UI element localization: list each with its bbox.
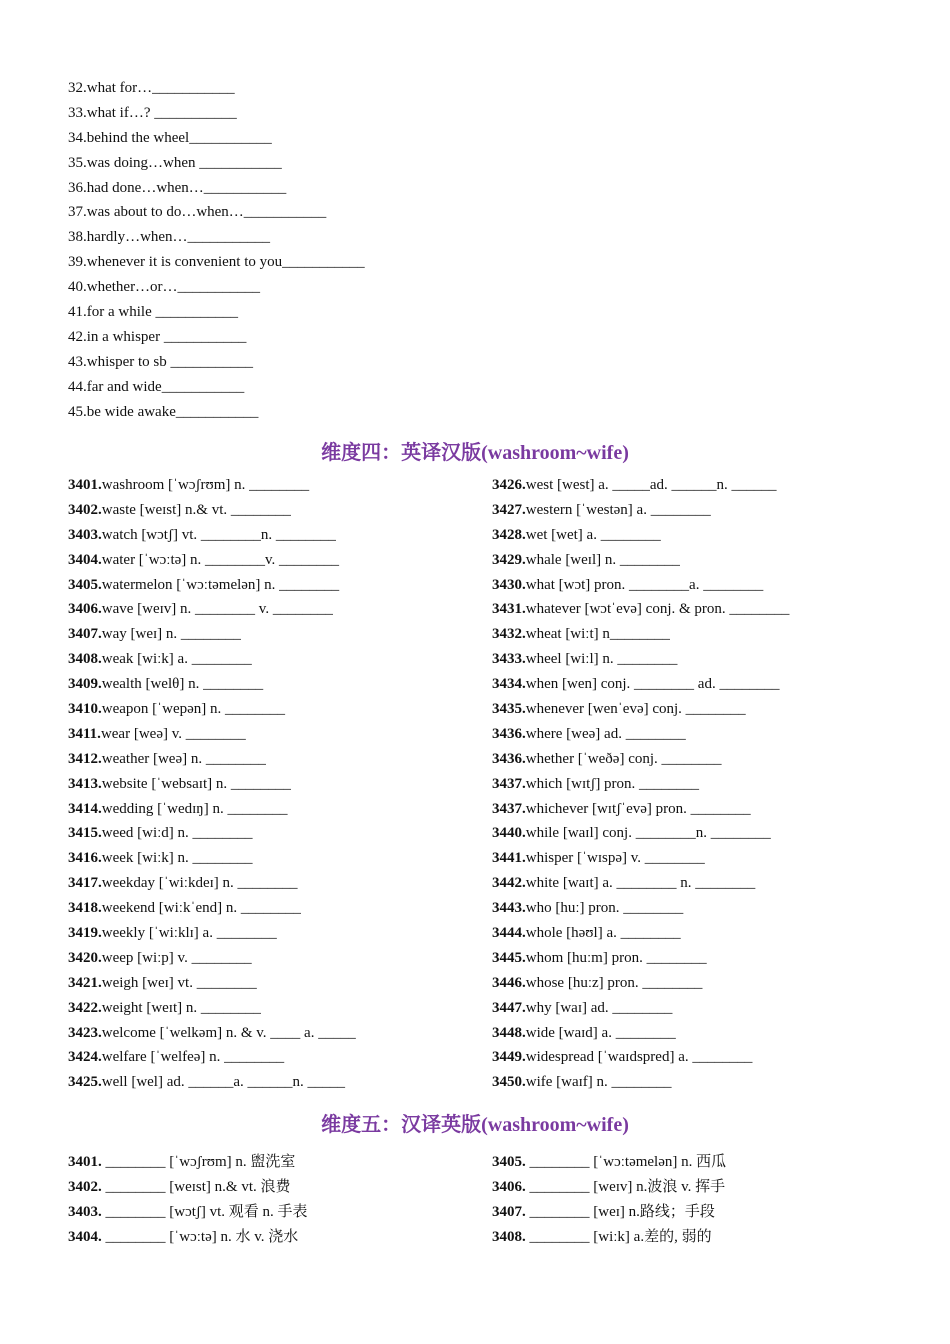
entry-text: watch [wɔtʃ] vt. ________n. ________ [101,526,336,543]
entry-text: wife [waɪf] n. ________ [525,1074,672,1091]
vocab-entry [68,772,356,797]
entry-text: weight [weɪt] n. ________ [101,999,261,1016]
vocab-entry [492,647,789,672]
entry-number: 3406. [492,1178,526,1195]
entry-number: 3420. [68,949,102,966]
entry-text: wheel [wiːl] n. ________ [525,651,678,668]
entry-text: ________ [ˈwɔːtə] n. 水 v. 浇水 [101,1228,299,1245]
entry-number: 3409. [68,676,102,693]
entry-number: 3408. [68,651,102,668]
entry-text: weigh [weɪ] vt. ________ [101,974,257,991]
entry-number: 3428. [492,526,526,543]
entry-text: way [weɪ] n. ________ [101,626,241,643]
entry-number: 3417. [68,875,102,892]
entry-text: when [wen] conj. ________ ad. ________ [525,676,780,693]
entry-text: whether [ˈweðə] conj. ________ [525,750,722,767]
entry-text: wealth [welθ] n. ________ [101,676,264,693]
vocab-entry [68,647,356,672]
entry-number: 3422. [68,999,102,1016]
vocab-entry [492,573,789,598]
vocab-entry [492,821,789,846]
entry-number: 3403. [68,526,102,543]
entry-text: western [ˈwestən] a. ________ [525,501,711,518]
entry-number: 3448. [492,1024,526,1041]
entry-text: widespread [ˈwaɪdspred] a. ________ [525,1049,753,1066]
vocab-entry [492,1021,789,1046]
vocab-entry [68,946,356,971]
vocab-entry [492,971,789,996]
phrase-item: 33.what if…? ___________ [68,104,237,121]
vocab-entry [492,697,789,722]
vocab-entry [492,772,789,797]
entry-number: 3431. [492,601,526,618]
phrase-list [68,76,365,424]
section5-right-column [492,1150,726,1250]
entry-text: whole [həʊl] a. ________ [525,925,681,942]
entry-number: 3446. [492,974,526,991]
vocab-entry [492,921,789,946]
entry-text: who [huː] pron. ________ [525,900,684,917]
entry-text: ________ [weɪ] n.路线；手段 [525,1203,715,1220]
vocab-entry [492,1225,726,1250]
vocab-entry [68,896,356,921]
entry-number: 3447. [492,999,526,1016]
vocab-entry [492,523,789,548]
entry-text: weak [wiːk] a. ________ [101,651,252,668]
entry-number: 3427. [492,501,526,518]
entry-text: weekend [wiːkˈend] n. ________ [101,900,301,917]
entry-text: washroom [ˈwɔʃrʊm] n. ________ [101,477,310,493]
entry-number: 3414. [68,800,102,817]
phrase-item: 45.be wide awake___________ [68,403,259,420]
vocab-entry [492,1150,726,1175]
entry-text: whatever [wɔtˈevə] conj. & pron. ________ [525,601,790,618]
entry-number: 3401. [68,477,102,493]
vocab-entry [492,622,789,647]
entry-text: welcome [ˈwelkəm] n. & v. ____ a. _____ [101,1024,356,1041]
vocab-entry [68,846,356,871]
entry-number: 3437. [492,775,526,792]
entry-number: 3408. [492,1228,526,1245]
entry-text: ________ [wɔtʃ] vt. 观看 n. 手表 [101,1203,308,1220]
phrase-item: 34.behind the wheel___________ [68,129,272,146]
entry-text: water [ˈwɔːtə] n. ________v. ________ [101,551,340,568]
phrase-item: 39.whenever it is convenient to you___________ [68,254,365,271]
vocab-entry [492,498,789,523]
entry-text: ________ [weɪv] n.波浪 v. 挥手 [525,1178,726,1195]
entry-text: ________ [weɪst] n.& vt. 浪费 [101,1178,291,1195]
entry-text: whose [huːz] pron. ________ [525,974,703,991]
entry-number: 3403. [68,1203,102,1220]
vocab-entry [68,1200,308,1225]
phrase-item: 42.in a whisper ___________ [68,328,247,345]
entry-text: while [waɪl] conj. ________n. ________ [525,825,771,842]
vocab-entry [492,548,789,573]
entry-text: waste [weɪst] n.& vt. ________ [101,501,291,518]
vocab-entry [68,797,356,822]
vocab-entry [68,523,356,548]
vocab-entry [68,672,356,697]
phrase-item: 41.for a while ___________ [68,304,238,321]
phrase-item: 35.was doing…when ___________ [68,154,282,171]
vocab-entry [492,797,789,822]
entry-text: well [wel] ad. ______a. ______n. _____ [101,1074,346,1091]
entry-number: 3424. [68,1049,102,1066]
entry-text: wide [waɪd] a. ________ [525,1024,676,1041]
entry-number: 3405. [68,576,102,593]
entry-text: west [west] a. _____ad. ______n. ______ [525,477,777,493]
vocab-entry [68,1175,308,1200]
vocab-entry [492,1200,726,1225]
section4-title: 维度四：英译汉版(washroom~wife) [321,442,629,464]
vocab-entry [68,1070,356,1095]
entry-number: 3432. [492,626,526,643]
phrase-item: 44.far and wide___________ [68,378,245,395]
phrase-item: 40.whether…or…___________ [68,279,261,296]
vocab-entry [68,821,356,846]
vocab-entry [68,498,356,523]
vocab-entry [492,597,789,622]
entry-text: weekday [ˈwiːkdeɪ] n. ________ [101,875,298,892]
entry-number: 3449. [492,1049,526,1066]
entry-text: whom [huːm] pron. ________ [525,949,707,966]
entry-text: whale [weɪl] n. ________ [525,551,680,568]
entry-number: 3443. [492,900,526,917]
entry-text: whenever [wenˈevə] conj. ________ [525,701,746,718]
vocab-entry [68,921,356,946]
vocab-entry [68,1021,356,1046]
entry-text: welfare [ˈwelfeə] n. ________ [101,1049,285,1066]
entry-text: weep [wiːp] v. ________ [101,949,252,966]
entry-number: 3423. [68,1024,102,1041]
vocab-entry [68,747,356,772]
entry-number: 3415. [68,825,102,842]
entry-text: website [ˈwebsaɪt] n. ________ [101,775,291,792]
vocab-entry [492,747,789,772]
phrase-item: 38.hardly…when…___________ [68,229,271,246]
entry-number: 3418. [68,900,102,917]
entry-number: 3450. [492,1074,526,1091]
entry-text: whichever [wɪtʃˈevə] pron. ________ [525,800,751,817]
vocab-entry [492,1175,726,1200]
entry-text: weather [weə] n. ________ [101,750,266,767]
vocab-entry [492,996,789,1021]
vocab-entry [68,622,356,647]
entry-number: 3421. [68,974,102,991]
vocab-entry [492,1045,789,1070]
entry-number: 3410. [68,701,102,718]
entry-number: 3434. [492,676,526,693]
phrase-item: 32.what for…___________ [68,80,235,96]
vocab-entry [492,722,789,747]
vocab-entry [68,996,356,1021]
entry-number: 3440. [492,825,526,842]
entry-number: 3412. [68,750,102,767]
entry-text: watermelon [ˈwɔːtəmelən] n. ________ [101,576,340,593]
entry-text: wear [weə] v. ________ [100,725,246,742]
phrase-item: 36.had done…when…___________ [68,179,287,196]
entry-text: whisper [ˈwɪspə] v. ________ [525,850,705,867]
vocab-entry [492,846,789,871]
entry-text: weapon [ˈwepən] n. ________ [101,701,286,718]
entry-number: 3436. [492,750,526,767]
entry-number: 3406. [68,601,102,618]
section5-title: 维度五：汉译英版(washroom~wife) [321,1114,629,1136]
entry-text: wedding [ˈwedɪŋ] n. ________ [101,800,288,817]
vocab-entry [68,597,356,622]
entry-number: 3405. [492,1154,526,1170]
vocab-entry [492,871,789,896]
vocab-entry [68,1045,356,1070]
vocab-entry [492,473,789,498]
entry-number: 3429. [492,551,526,568]
entry-number: 3445. [492,949,526,966]
phrase-item: 37.was about to do…when…___________ [68,204,327,221]
vocab-entry [68,1150,308,1175]
vocab-entry [492,1070,789,1095]
vocab-entry [492,672,789,697]
entry-number: 3411. [68,725,101,742]
section4-left-column [68,473,356,1095]
phrase-item: 43.whisper to sb ___________ [68,353,253,370]
entry-number: 3419. [68,925,102,942]
vocab-entry [68,473,356,498]
entry-text: wet [wet] a. ________ [525,526,661,543]
entry-text: which [wɪtʃ] pron. ________ [525,775,700,792]
entry-text: weed [wiːd] n. ________ [101,825,253,842]
entry-text: week [wiːk] n. ________ [101,850,253,867]
vocab-entry [68,971,356,996]
entry-number: 3404. [68,551,102,568]
entry-number: 3425. [68,1074,102,1091]
vocab-entry [492,896,789,921]
entry-number: 3413. [68,775,102,792]
entry-number: 3436. [492,725,526,742]
entry-number: 3437. [492,800,526,817]
entry-text: wave [weɪv] n. ________ v. ________ [101,601,333,618]
entry-text: where [weə] ad. ________ [525,725,686,742]
entry-text: weekly [ˈwiːklɪ] a. ________ [101,925,277,942]
entry-number: 3435. [492,701,526,718]
entry-number: 3404. [68,1228,102,1245]
entry-number: 3430. [492,576,526,593]
vocab-entry [68,573,356,598]
entry-text: why [waɪ] ad. ________ [525,999,673,1016]
entry-number: 3401. [68,1154,102,1170]
entry-text: ________ [wiːk] a.差的, 弱的 [525,1228,712,1245]
entry-number: 3442. [492,875,526,892]
vocab-entry [68,1225,308,1250]
vocab-entry [492,946,789,971]
section5-left-column [68,1150,308,1250]
entry-number: 3402. [68,501,102,518]
vocab-entry [68,722,356,747]
entry-text: white [waɪt] a. ________ n. ________ [525,875,756,892]
entry-number: 3441. [492,850,526,867]
vocab-entry [68,697,356,722]
vocab-entry [68,548,356,573]
entry-number: 3407. [68,626,102,643]
entry-number: 3426. [492,477,526,493]
entry-text: ________ [ˈwɔʃrʊm] n. 盥洗室 [101,1154,296,1170]
entry-number: 3407. [492,1203,526,1220]
entry-text: ________ [ˈwɔːtəmelən] n. 西瓜 [525,1154,727,1170]
entry-number: 3416. [68,850,102,867]
entry-text: wheat [wiːt] n________ [525,626,670,643]
vocab-entry [68,871,356,896]
entry-number: 3402. [68,1178,102,1195]
section4-right-column [492,473,789,1095]
entry-number: 3444. [492,925,526,942]
entry-number: 3433. [492,651,526,668]
entry-text: what [wɔt] pron. ________a. ________ [525,576,764,593]
